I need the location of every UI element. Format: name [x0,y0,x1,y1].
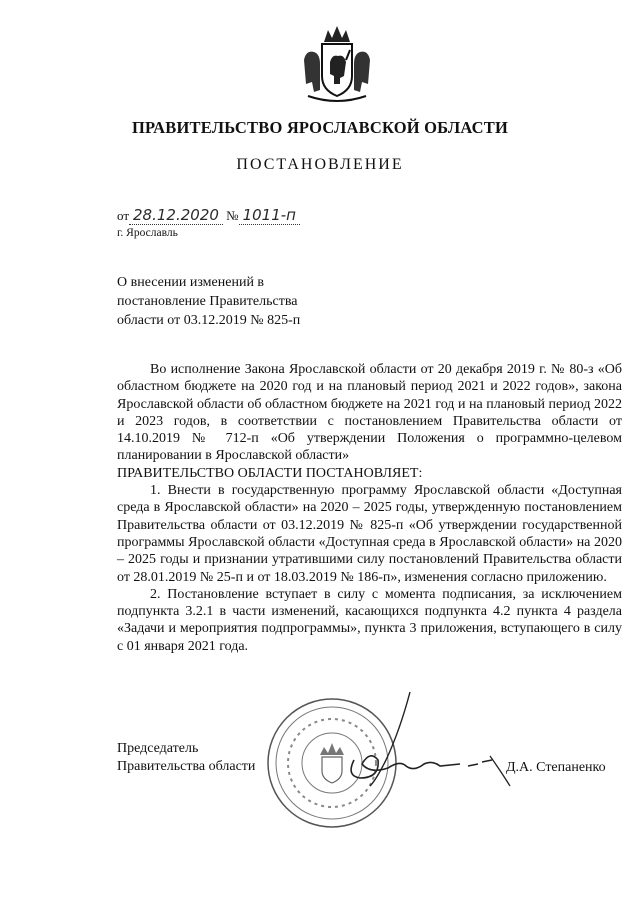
handwritten-number: 1011-п [239,206,300,225]
city: г. Ярославль [117,227,178,239]
item-1-paragraph: 1. Внести в государственную программу Ярославской области «Доступная среда в Ярославской области» на 2020 – 2025 годы, утвержденную постановлением Правительства области от 03.12.2019 № 825-п «Об утверждении государственной программы Ярославской области «Доступная среда в Ярославской области» на 2020 – 2025 годы и признании утратившими силу постановлений Правительства области от 28.01.2019 № 25-п и от 18.03.2019 № 186-п», изменения согласно приложению. [117,483,622,585]
number-prefix: № [226,208,239,223]
signer-title-line: Правительства области [117,759,256,774]
document-body [117,361,622,655]
handwritten-date: 28.12.2020 [129,206,223,225]
date-number-line [117,206,300,224]
document-subject [117,273,357,330]
preamble-paragraph: Во исполнение Закона Ярославской области от 20 декабря 2019 г. № 80-з «Об областном бюджете на 2020 год и на плановый период 2021 и 2022 годов», закона Ярославской области об областном бюджете на 2021 год и на плановый период 2022 и 2023 годов, в соответствии с постановлением Правительства области от 14.10.2019 № 712-п «Об утверждении Положения о программно-целевом планировании в Ярославской области» [117,362,622,464]
handwritten-signature-icon [340,690,520,810]
item-2-paragraph: 2. Постановление вступает в силу с момента подписания, за исключением подпункта 3.2.1 в части изменений, касающихся подпункта 4.2 пункта 4 раздела «Задачи и мероприятия подпрограммы», пункта 3 приложения, вступающего в силу с 01 января 2021 года. [117,586,622,654]
signer-title [117,740,255,776]
subject-line: области от 03.12.2019 № 825-п [117,313,301,328]
subject-line: О внесении изменений в [117,275,265,290]
government-title: ПРАВИТЕЛЬСТВО ЯРОСЛАВСКОЙ ОБЛАСТИ [131,118,509,137]
document-type: ПОСТАНОВЛЕНИЕ [236,156,404,173]
subject-line: постановление Правительства [117,294,298,309]
decree-line: ПРАВИТЕЛЬСТВО ОБЛАСТИ ПОСТАНОВЛЯЕТ: [117,465,423,481]
signer-name: Д.А. Степаненко [506,760,606,775]
date-prefix: от [117,208,130,223]
yaroslavl-coat-of-arms-icon [294,20,380,106]
signer-title-line: Председатель [117,741,199,756]
